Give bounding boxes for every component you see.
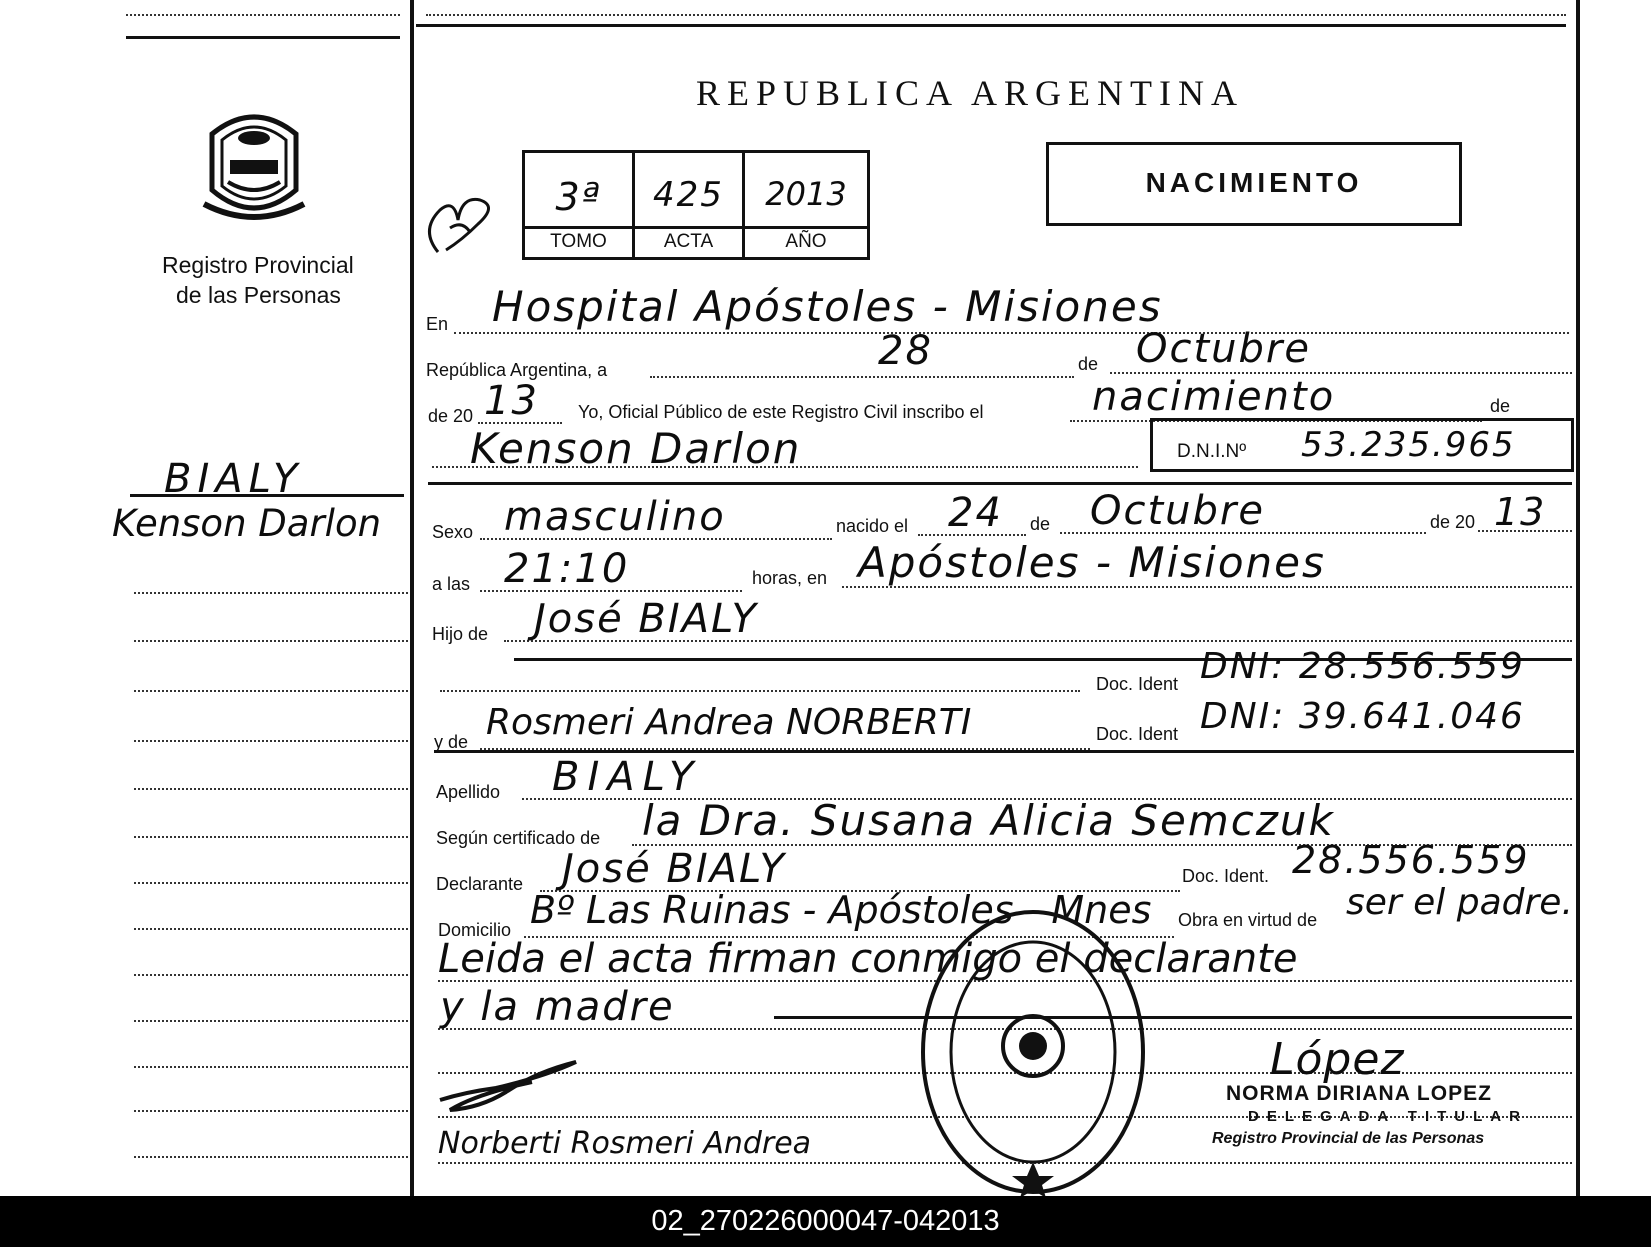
value-declarante-doc: 28.556.559 [1292,838,1530,882]
value-dia-inscripcion: 28 [878,328,933,374]
nota-rule [774,1016,1572,1019]
tomo-value: 3ª [555,175,602,219]
value-padre-doc: DNI: 28.556.559 [1200,646,1525,687]
madre-rule [434,750,1574,753]
label-de-20: de 20 [428,406,474,426]
margin-dotline [134,690,408,692]
value-lugar: Hospital Apóstoles - Misiones [492,282,1163,331]
margin-given-names: Kenson Darlon [112,502,382,545]
value-nota-linea1: Leida el acta firman conmigo el declarante [438,936,1298,982]
value-anio-nacimiento: 13 [1494,490,1547,534]
value-padre: José BIALY [534,596,758,642]
line-lugar [454,332,1569,334]
line-padre-doc-prefix [440,690,1080,692]
value-mes-inscripcion: Octubre [1136,326,1311,372]
margin-dotline [134,640,408,642]
margin-dotline [134,1110,408,1112]
record-number-box [522,150,870,260]
value-anio-inscripcion: 13 [484,378,539,424]
value-obra: ser el padre. [1346,882,1573,923]
oficial-name: NORMA DIRIANA LOPEZ [1226,1082,1492,1105]
label-apellido: Apellido [436,782,501,802]
label-horas: horas, en [752,568,828,588]
label-yo-oficial: Yo, Oficial Público de este Registro Civil inscribo el [578,402,984,422]
label-doc-ident: Doc. Ident [1096,674,1179,694]
top-dotline [426,14,1566,16]
value-madre: Rosmeri Andrea NORBERTI [486,702,972,743]
margin-dotline [134,788,408,790]
label-domicilio: Domicilio [438,920,512,940]
misiones-coat-of-arms-icon [198,104,310,228]
sidebar-top-dotline [126,14,400,16]
anio-label: AÑO [745,226,867,257]
label-de-20-b: de 20 [1430,512,1476,532]
value-domicilio: Bº Las Ruinas - Apóstoles - Mnes [530,888,1152,932]
tomo-label: TOMO [525,226,632,257]
record-type-box [1046,142,1462,226]
margin-dotline [134,928,408,930]
label-de-mid: de [1030,514,1051,534]
section-rule [428,482,1572,485]
official-oval-stamp-icon [918,906,1148,1198]
value-sexo: masculino [504,494,726,540]
value-mes-nacimiento: Octubre [1090,488,1265,534]
value-nota-linea2: y la madre [440,984,675,1030]
label-nacido: nacido el [836,516,909,536]
top-rule [416,24,1566,27]
anio-cell [745,153,867,257]
label-obra: Obra en virtud de [1178,910,1318,930]
declarante-signature-icon [436,1052,586,1114]
margin-dotline [134,1020,408,1022]
oficial-signature: López [1270,1034,1405,1085]
tomo-cell [525,153,635,257]
label-doc-ident-declarante: Doc. Ident. [1182,866,1270,886]
margin-initial-mark [418,190,502,262]
sidebar-top-rule [126,36,400,39]
value-apellido: BIALY [552,754,702,800]
value-dia-nacimiento: 24 [948,490,1003,536]
label-de-month: de [1078,354,1099,374]
line-fecha-inscripcion [650,376,1074,378]
margin-dotline [134,882,408,884]
value-nombre: Kenson Darlon [470,424,802,473]
main-right-border [1576,0,1580,1196]
record-type: NACIMIENTO [1145,167,1363,198]
label-en: En [426,314,449,334]
label-hijo-de: Hijo de [432,624,489,644]
oficial-cargo: DELEGADA TITULAR [1248,1108,1528,1125]
label-doc-ident-madre: Doc. Ident [1096,724,1179,744]
anio-value: 2013 [765,175,847,213]
value-hora: 21:10 [504,546,630,592]
country-title: REPUBLICA ARGENTINA [696,73,1245,113]
label-y-de: y de [434,732,469,752]
margin-dotline [134,1156,408,1158]
margin-dotline [134,974,408,976]
registry-name-line1: Registro Provincial [162,252,354,278]
document-id-footer: 02_270226000047-042013 [0,1196,1651,1247]
margin-dotline [134,740,408,742]
value-certificado: la Dra. Susana Alicia Semczuk [642,796,1335,845]
label-de-end: de [1490,396,1511,416]
acta-label: ACTA [635,226,742,257]
label-a-las: a las [432,574,471,594]
margin-dotline [134,836,408,838]
margin-dotline [134,1066,408,1068]
value-acto: nacimiento [1092,374,1336,420]
value-dni: 53.235.965 [1301,425,1516,465]
oficial-registro: Registro Provincial de las Personas [1212,1130,1485,1147]
margin-dotline [134,592,408,594]
margin-surname-rule [130,494,404,497]
label-sexo: Sexo [432,522,474,542]
label-segun: Según certificado de [436,828,601,848]
margin-surname: BIALY [164,456,304,502]
acta-cell [635,153,745,257]
label-republica: República Argentina, a [426,360,608,380]
registry-name-line2: de las Personas [176,282,341,308]
main-left-border [410,0,414,1196]
value-lugar-nacimiento: Apóstoles - Misiones [858,538,1326,587]
label-dni: D.N.I.Nº [1177,441,1247,462]
label-declarante: Declarante [436,874,524,894]
value-madre-doc: DNI: 39.641.046 [1200,696,1525,737]
dni-box [1150,418,1574,472]
value-declarante: José BIALY [562,846,786,892]
madre-signature: Norberti Rosmeri Andrea [438,1126,812,1161]
acta-value: 425 [653,175,724,215]
